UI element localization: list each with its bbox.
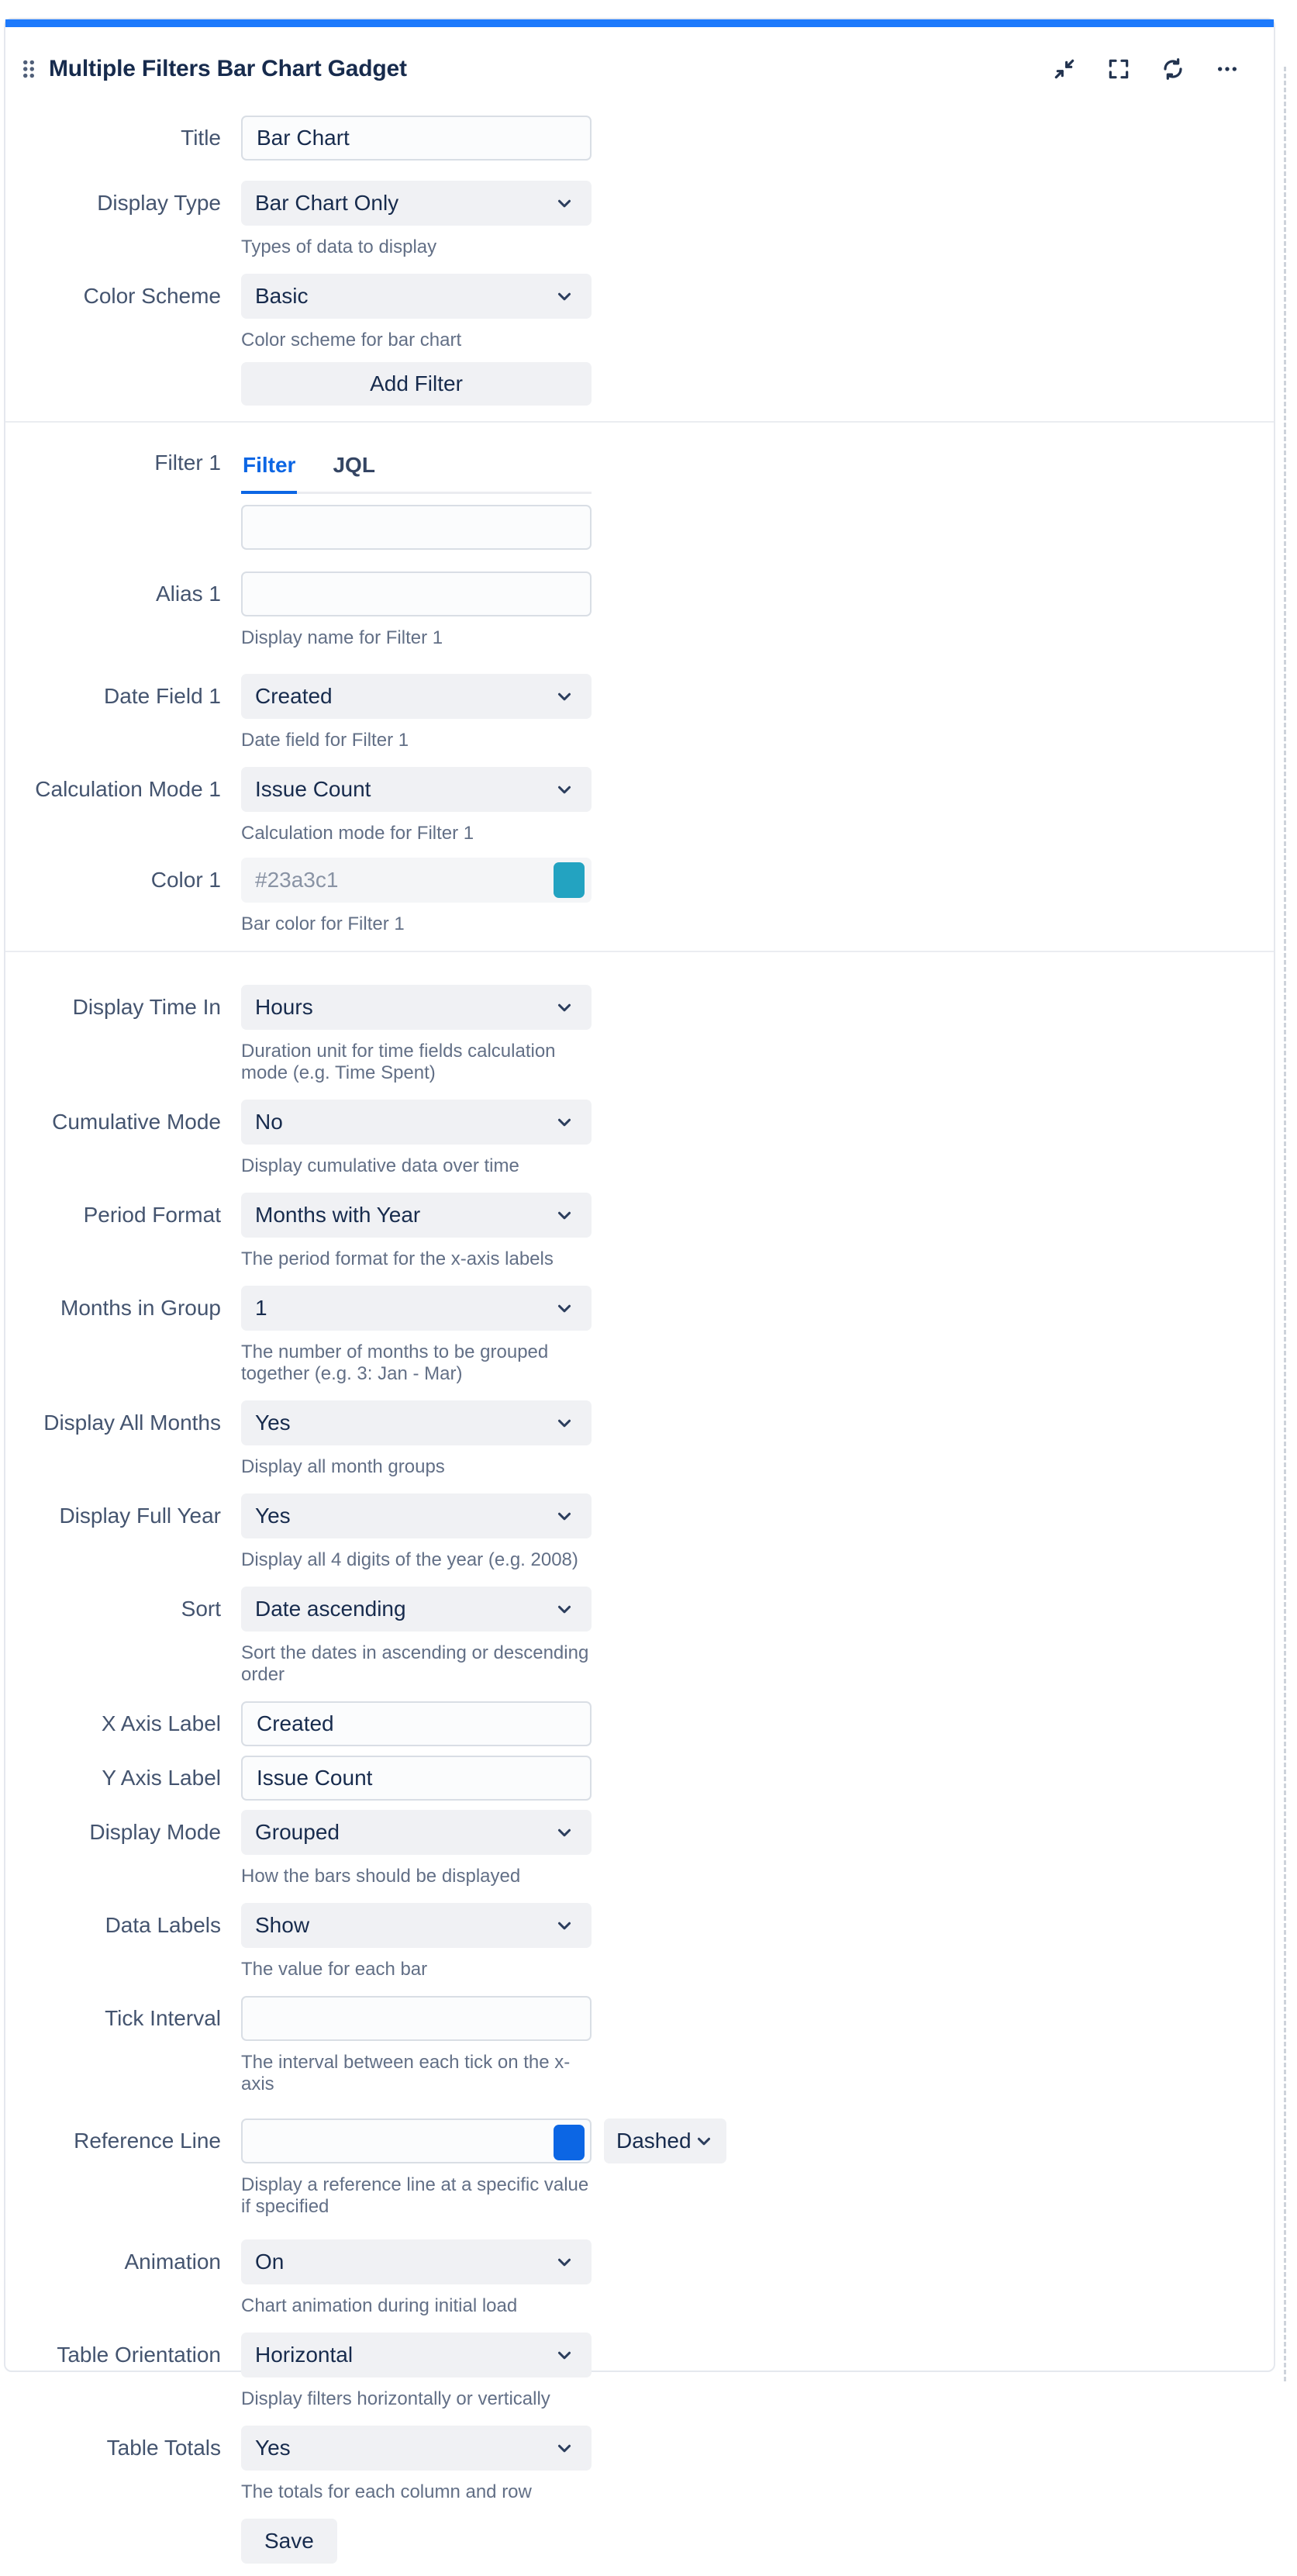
display-type-help: Types of data to display — [241, 237, 437, 257]
color1-help: Bar color for Filter 1 — [241, 913, 405, 934]
tab-filter[interactable]: Filter — [241, 446, 297, 494]
color1-swatch[interactable] — [554, 862, 585, 898]
x-axis-label-input[interactable] — [241, 1701, 592, 1746]
chevron-down-icon — [554, 1413, 574, 1433]
months-in-group-select[interactable] — [241, 1286, 592, 1331]
gadget-accent-bar — [5, 19, 1274, 27]
color1-label: Color 1 — [150, 868, 221, 892]
chevron-down-icon — [554, 1599, 574, 1619]
display-time-in-help: Duration unit for time fields calculation mode (e.g. Time Spent) — [241, 1041, 556, 1083]
gadget-form — [5, 116, 1274, 2576]
dashboard-column-divider — [1284, 67, 1286, 2381]
chevron-down-icon — [554, 1112, 574, 1132]
chevron-down-icon — [554, 2438, 574, 2458]
data-labels-value: Show — [255, 1913, 310, 1937]
calculation-mode1-select[interactable] — [241, 767, 592, 812]
table-orientation-help: Display filters horizontally or vertically — [241, 2388, 550, 2409]
period-format-help: The period format for the x-axis labels — [241, 1248, 554, 1269]
y-axis-label-label: Y Axis Label — [102, 1766, 221, 1790]
chevron-down-icon — [554, 2345, 574, 2365]
sort-help: Sort the dates in ascending or descending order — [241, 1642, 589, 1685]
date-field1-value: Created — [255, 684, 333, 708]
chevron-down-icon — [694, 2131, 714, 2151]
animation-value: On — [255, 2250, 285, 2274]
filter1-label: Filter 1 — [154, 451, 221, 475]
display-type-label: Display Type — [97, 191, 221, 215]
title-input[interactable] — [241, 116, 592, 161]
period-format-select[interactable] — [241, 1193, 592, 1238]
gadget-header — [5, 27, 1274, 85]
more-icon[interactable] — [1212, 54, 1243, 85]
reference-line-help: Display a reference line at a specific value if specified — [241, 2174, 589, 2217]
sort-value: Date ascending — [255, 1597, 406, 1621]
display-all-months-select[interactable] — [241, 1400, 592, 1445]
display-all-months-help: Display all month groups — [241, 1456, 445, 1477]
chevron-down-icon — [554, 779, 574, 799]
calculation-mode1-help: Calculation mode for Filter 1 — [241, 823, 474, 844]
table-totals-select[interactable] — [241, 2426, 592, 2471]
display-full-year-label: Display Full Year — [59, 1504, 221, 1528]
collapse-icon[interactable] — [1049, 54, 1080, 85]
display-mode-help: How the bars should be displayed — [241, 1866, 521, 1887]
reference-line-input[interactable] — [241, 2118, 592, 2163]
reference-line-label: Reference Line — [74, 2129, 221, 2153]
animation-help: Chart animation during initial load — [241, 2295, 518, 2316]
color-scheme-label: Color Scheme — [83, 284, 221, 308]
table-totals-value: Yes — [255, 2436, 291, 2460]
y-axis-label-input[interactable] — [241, 1756, 592, 1801]
chevron-down-icon — [554, 193, 574, 213]
period-format-value: Months with Year — [255, 1203, 421, 1227]
cumulative-mode-help: Display cumulative data over time — [241, 1155, 519, 1176]
display-all-months-label: Display All Months — [43, 1411, 221, 1435]
date-field1-label: Date Field 1 — [104, 684, 221, 708]
calculation-mode1-label: Calculation Mode 1 — [35, 777, 221, 801]
reference-line-color-swatch[interactable] — [554, 2125, 585, 2160]
chevron-down-icon — [554, 1506, 574, 1526]
add-filter-button[interactable]: Add Filter — [241, 362, 592, 406]
chevron-down-icon — [554, 686, 574, 706]
color-scheme-select[interactable] — [241, 274, 592, 319]
months-in-group-help: The number of months to be grouped together (e.g. 3: Jan - Mar) — [241, 1342, 549, 1384]
display-full-year-value: Yes — [255, 1504, 291, 1528]
sort-label: Sort — [181, 1597, 221, 1621]
reference-line-style-value: Dashed — [616, 2129, 692, 2153]
section-divider — [5, 951, 1274, 952]
filter1-tabs — [241, 446, 592, 494]
data-labels-label: Data Labels — [105, 1913, 221, 1937]
filter1-input[interactable] — [241, 505, 592, 550]
reference-line-style-select[interactable] — [604, 2118, 726, 2163]
drag-handle-icon[interactable] — [21, 57, 36, 81]
display-all-months-value: Yes — [255, 1411, 291, 1435]
gadget-title: Multiple Filters Bar Chart Gadget — [49, 56, 407, 81]
display-mode-select[interactable] — [241, 1810, 592, 1855]
table-orientation-select[interactable] — [241, 2333, 592, 2377]
sort-select[interactable] — [241, 1587, 592, 1632]
title-label: Title — [181, 126, 221, 150]
chevron-down-icon — [554, 1298, 574, 1318]
gadget-card — [4, 18, 1275, 2553]
display-full-year-help: Display all 4 digits of the year (e.g. 2008) — [241, 1549, 578, 1570]
save-button[interactable]: Save — [241, 2519, 337, 2564]
fullscreen-icon[interactable] — [1103, 54, 1134, 85]
display-time-in-select[interactable] — [241, 985, 592, 1030]
alias1-help: Display name for Filter 1 — [241, 627, 443, 648]
tick-interval-input[interactable] — [241, 1996, 592, 2041]
display-mode-label: Display Mode — [89, 1820, 221, 1844]
alias1-label: Alias 1 — [155, 582, 221, 606]
color-scheme-value: Basic — [255, 284, 309, 308]
display-full-year-select[interactable] — [241, 1493, 592, 1538]
animation-select[interactable] — [241, 2239, 592, 2284]
tab-jql[interactable]: JQL — [333, 453, 375, 477]
display-type-value: Bar Chart Only — [255, 191, 399, 215]
chevron-down-icon — [554, 286, 574, 306]
table-totals-help: The totals for each column and row — [241, 2481, 532, 2502]
tick-interval-label: Tick Interval — [105, 2006, 221, 2030]
chevron-down-icon — [554, 2252, 574, 2272]
cumulative-mode-label: Cumulative Mode — [52, 1110, 221, 1134]
gadget-header-actions — [1049, 54, 1243, 85]
display-mode-value: Grouped — [255, 1820, 340, 1844]
color1-input[interactable] — [241, 858, 592, 903]
table-orientation-label: Table Orientation — [57, 2343, 221, 2367]
chevron-down-icon — [554, 1915, 574, 1935]
chevron-down-icon — [554, 997, 574, 1017]
chevron-down-icon — [554, 1822, 574, 1842]
cumulative-mode-select[interactable] — [241, 1100, 592, 1145]
chevron-down-icon — [554, 1205, 574, 1225]
date-field1-select[interactable] — [241, 674, 592, 719]
refresh-icon[interactable] — [1157, 54, 1188, 85]
x-axis-label-label: X Axis Label — [101, 1711, 221, 1735]
calculation-mode1-value: Issue Count — [255, 777, 371, 801]
color-scheme-help: Color scheme for bar chart — [241, 330, 462, 350]
date-field1-help: Date field for Filter 1 — [241, 730, 409, 751]
table-totals-label: Table Totals — [106, 2436, 221, 2460]
section-divider — [5, 421, 1274, 423]
cumulative-mode-value: No — [255, 1110, 283, 1134]
display-type-select[interactable] — [241, 181, 592, 226]
animation-label: Animation — [124, 2250, 221, 2274]
display-time-in-value: Hours — [255, 995, 313, 1019]
tick-interval-help: The interval between each tick on the x-axis — [241, 2052, 571, 2094]
months-in-group-label: Months in Group — [60, 1296, 221, 1320]
display-time-in-label: Display Time In — [72, 995, 221, 1019]
months-in-group-value: 1 — [255, 1296, 267, 1320]
data-labels-select[interactable] — [241, 1903, 592, 1948]
alias1-input[interactable] — [241, 571, 592, 616]
data-labels-help: The value for each bar — [241, 1959, 428, 1980]
period-format-label: Period Format — [83, 1203, 221, 1227]
table-orientation-value: Horizontal — [255, 2343, 354, 2367]
